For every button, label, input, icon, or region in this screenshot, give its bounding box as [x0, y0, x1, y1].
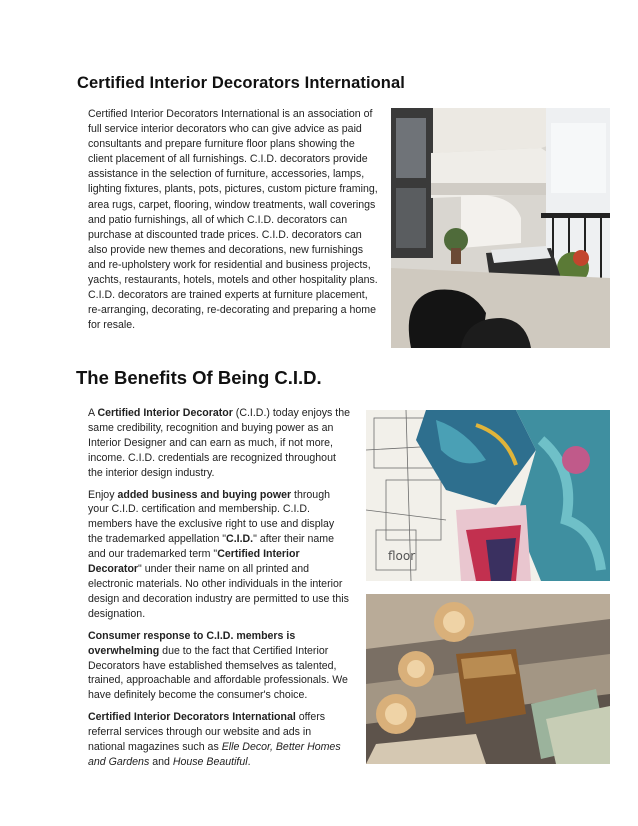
text-run: .: [247, 755, 251, 768]
section-title-cid-international: Certified Interior Decorators International: [77, 74, 405, 92]
text-run: through your C.I.D. certification and membership. C.I.D. members have the exclusive right to use and display the trademarked appellation ": [88, 488, 335, 546]
bold-term: Certified Interior Decorator: [88, 548, 300, 576]
section-title-benefits: The Benefits Of Being C.I.D.: [76, 367, 322, 388]
bold-term: Certified Interior Decorator: [97, 407, 233, 419]
bold-term: Consumer response to C.I.D. members is overwhelming: [88, 629, 296, 657]
text-run: Enjoy: [88, 488, 118, 501]
text-run: offers referral services through our website and ads in national magazines such as: [88, 711, 326, 754]
fabric-swatches-on-floor-plans-photo: [366, 410, 610, 581]
bold-term: C.I.D.: [226, 533, 254, 546]
text-run: due to the fact that Certified Interior Decorators have established themselves as talented, trained, approachable and affordable professionals. We have definitely become the consumer's choice.: [88, 644, 348, 702]
italic-term: Elle Decor, Better Homes and Gardens: [88, 741, 341, 768]
text-run: A: [88, 407, 98, 419]
bold-term: added business and buying power: [117, 488, 292, 501]
text-run: and: [149, 755, 173, 768]
intro-paragraph: Certified Interior Decorators International is an association of full service interior decorators who can give advice as paid consultants and prepare furniture floor plans showing the client placement of all furnishings. C.I.D. decorators provide assistance in the selection of furniture, accessories, lamps, lighting fixtures, plants, pots, pictures, custom picture framing, area rugs, carpet, flooring, window treatments, wall coverings and patio furnishings, all of which C.I.D. decorators can purchase at discounted trade prices. C.I.D. decorators can also provide new themes and decorations, new furnishings and re-upholstery work for residential and business projects, yachts, restaurants, hotels, motels and other hospitality plans. C.I.D. decorators are trained experts at furniture placement, re-arranging, decorating, re-decorating and preparing a home for resale.: [88, 108, 378, 332]
svg-text:floor: floor: [388, 549, 416, 563]
text-run: " under their name on all printed and electronic materials. No other individuals in the interior design and decoration industry are permitted to use this designation.: [88, 563, 349, 620]
benefit-paragraph: [88, 406, 350, 481]
benefit-paragraph: [88, 488, 350, 622]
text-run: (C.I.D.) today enjoys the same credibility, recognition and buying power as an Interior Designer and can earn as much, if not more, income. C.I.D. credentials are recognized throughout the interior design industry.: [88, 407, 351, 479]
benefit-paragraph: [88, 629, 350, 704]
benefits-column: [88, 406, 350, 777]
italic-term: House Beautiful: [172, 755, 248, 768]
textile-samples-with-dried-flowers-photo: [366, 594, 610, 764]
text-run: " after their name and our trademarked term ": [88, 533, 335, 561]
bold-term: Certified Interior Decorators International: [88, 711, 296, 724]
interior-room-photo: [391, 108, 610, 348]
benefit-paragraph: [88, 710, 350, 770]
